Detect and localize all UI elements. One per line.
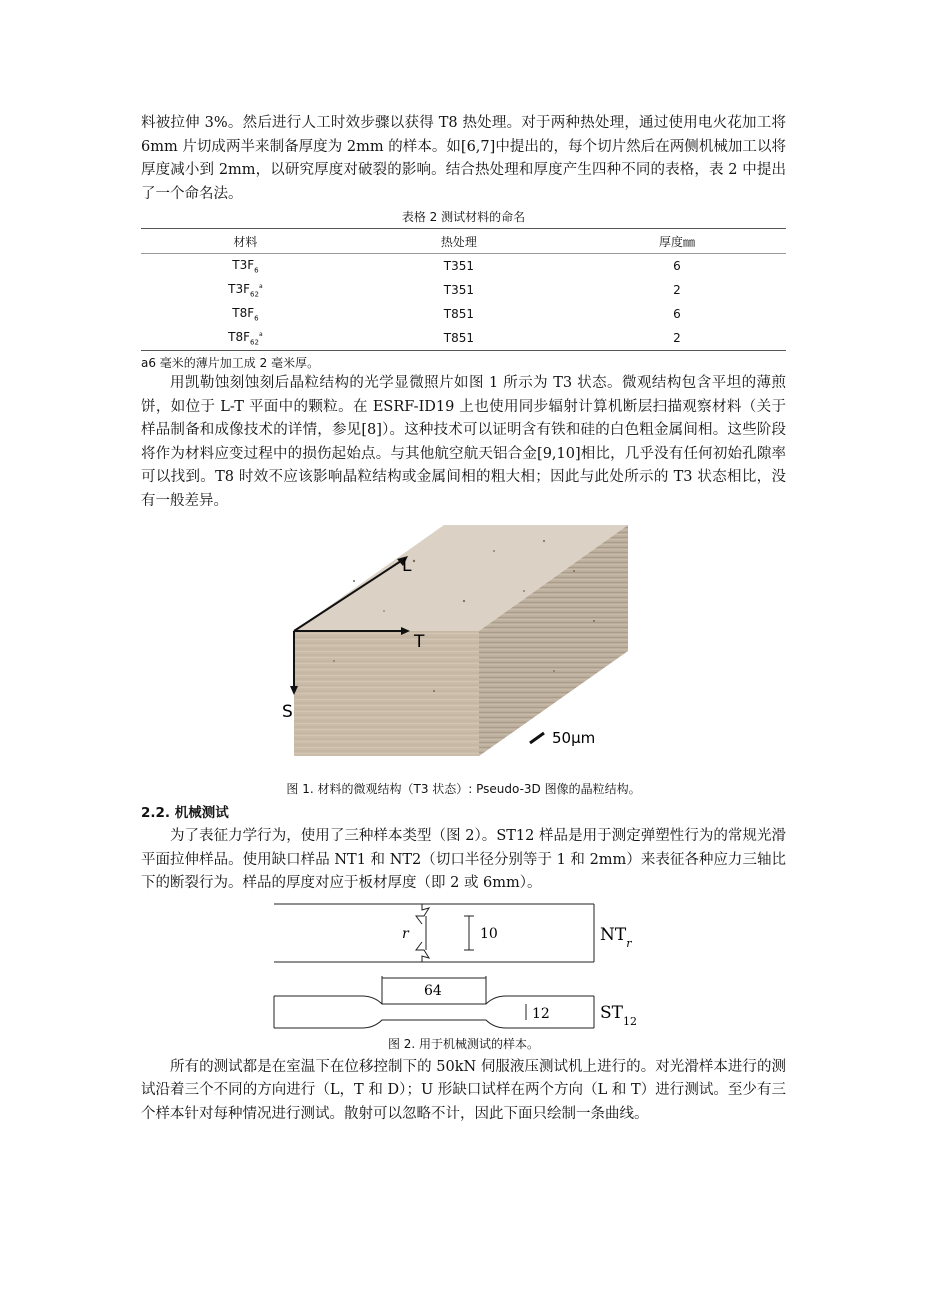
table-2 [141,228,786,351]
material-cell: $T3F_{62}^a$ [228,281,263,299]
section-heading: 2.2. 机械测试 [141,805,229,821]
nt-label: $NT_r$ [599,924,631,949]
table-row [141,278,786,302]
figure-1-caption: 图 1. 材料的微观结构（T3 状态）: Pseudo-3D 图像的晶粒结构。 [286,782,641,796]
treatment-cell: T851 [443,307,474,321]
figure-2-specimens [274,902,654,1034]
col-thickness: 厚度㎜ [658,234,695,249]
material-cell: $T8F_{62}^a$ [228,329,263,347]
block-front-face [294,631,479,756]
treatment-cell: T851 [443,331,474,345]
st-label: $ST_{12}$ [599,1002,637,1027]
notch-width-label: 10 [479,925,498,942]
col-material: 材料 [233,234,258,249]
table-row [141,302,786,326]
thickness-cell: 2 [673,283,681,297]
table-2-caption: 表格 2 测试材料的命名 [401,210,526,224]
material-cell: $T8F_6$ [232,305,259,323]
paragraph-4: 所有的测试都是在室温下在位移控制下的 50kN 伺服液压测试机上进行的。对光滑样本进行的测试沿着三个不同的方向进行（L，T 和 D）；U 形缺口试样在两个方向（L 和 T）进行测试。至少有三个样本针对每种情况进行测试。散射可以忽略不计，因此下面只绘制一条曲线。 [141,1058,786,1122]
gauge-width-label: 12 [531,1005,550,1022]
treatment-cell: T351 [443,259,474,273]
notch-radius-label: r [401,925,409,942]
paragraph-2: 用凯勒蚀刻蚀刻后晶粒结构的光学显微照片如图 1 所示为 T3 状态。微观结构包含平坦的薄煎饼，如位于 L-T 平面中的颗粒。在 ESRF-ID19 上也使用同步辐射计算机断层扫描观察材料（关于样品制备和成像技术的详情，参见[8]）。这种技术可以证明含有铁和硅的白色粗金属间相。这些阶段将作为材料应变过程中的损伤起始点。与其他航空航天铝合金[9,10]相比，几乎没有任何初始孔隙率可以找到。T8 时效不应该影响晶粒结构或金属间相的粗大相；因此与此处所示的 T3 状态相比，没有一般差异。 [141,375,786,509]
scale-bar [530,733,544,743]
thickness-cell: 6 [673,259,681,273]
axis-T-label: T [413,632,424,652]
thickness-cell: 6 [673,307,681,321]
figure-2-caption: 图 2. 用于机械测试的样本。 [387,1036,540,1051]
axis-S-label: S [281,702,293,722]
figure-1-microstructure [281,521,634,761]
notched-specimen [274,904,594,962]
table-header-row [141,229,786,254]
table-footnote: a6 毫米的薄片加工成 2 毫米厚。 [141,356,320,370]
col-heat-treatment: 热处理 [440,234,477,249]
table-row [141,254,786,279]
scale-label: 50μm [551,729,595,747]
table-row [141,326,786,351]
thickness-cell: 2 [673,331,681,345]
axis-L-label: L [401,556,411,576]
paragraph-3: 为了表征力学行为，使用了三种样本类型（图 2）。ST12 样品是用于测定弹塑性行为的常规光滑平面拉伸样品。使用缺口样品 NT1 和 NT2（切口半径分别等于 1 和 2mm）来表征各种应力三轴比下的断裂行为。样品的厚度对应于板材厚度（即 2 或 6mm）。 [141,828,786,891]
paragraph-1: 料被拉伸 3%。然后进行人工时效步骤以获得 T8 热处理。对于两种热处理，通过使用电火花加工将 6mm 片切成两半来制备厚度为 2mm 的样本。如[6,7]中提出的，每个切片然后在两侧机械加工以将厚度减小到 2mm，以研究厚度对破裂的影响。结合热处理和厚度产生四种不同的表格，表 2 中提出了一个命名法。 [141,115,786,202]
gauge-length-label: 64 [423,982,442,999]
material-cell: $T3F_6$ [232,257,259,275]
treatment-cell: T351 [443,283,474,297]
page-body [141,112,786,1126]
